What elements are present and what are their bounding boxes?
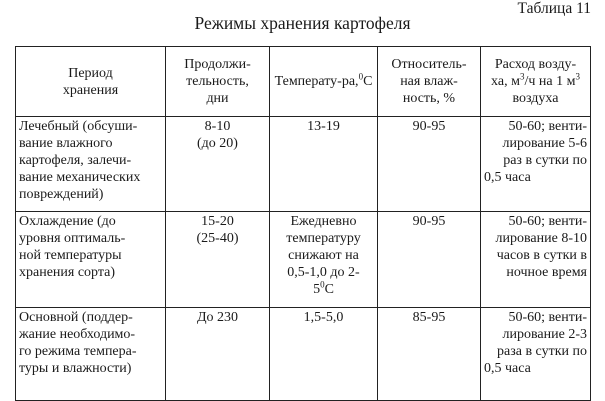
header-period: Период хранения (16, 47, 166, 117)
cell-period: Основной (поддер- жание необходимо- го режима темпера- туры и влажности) (16, 308, 166, 401)
table-title: Режимы хранения картофеля (194, 13, 411, 33)
storage-modes-table (15, 46, 591, 401)
cell-duration: До 230 (166, 308, 270, 401)
table-number-label: Таблица 11 (517, 0, 591, 17)
cell-humidity: 85-95 (378, 308, 481, 401)
table-row (16, 117, 591, 212)
cell-period: Лечебный (обсуши- вание влажного картофеля, залечи- вание механических повреждений) (16, 117, 166, 212)
header-humidity: Относитель- ная влаж- ность, % (378, 47, 481, 117)
cell-temperature: Ежедневно температуру снижают на 0,5-1,0 до 2- $5^0С$ (270, 212, 378, 308)
cell-temperature: 13-19 (270, 117, 378, 212)
cell-temperature: 1,5-5,0 (270, 308, 378, 401)
cell-humidity: 90-95 (378, 212, 481, 308)
cell-humidity: 90-95 (378, 117, 481, 212)
cell-period: Охлаждение (до уровня оптималь- ной температуры хранения сорта) (16, 212, 166, 308)
header-airflow: Расход возду- ха, $м^3/ч$ на 1 $м^3$ воздуха (481, 47, 591, 117)
cell-airflow: 50-60; венти- лирование 5-6 раз в сутки по 0,5 часа (481, 117, 591, 212)
table-row (16, 212, 591, 308)
header-duration: Продолжи- тельность, дни (166, 47, 270, 117)
cell-duration: 8-10 (до 20) (166, 117, 270, 212)
table-row (16, 308, 591, 401)
header-row (16, 47, 591, 117)
cell-airflow: 50-60; венти- лирование 8-10 часов в сутки в ночное время (481, 212, 591, 308)
header-temperature: Температу-ра,$^0$С (270, 47, 378, 117)
cell-duration: 15-20 (25-40) (166, 212, 270, 308)
cell-airflow: 50-60; венти- лирование 2-3 раза в сутки по 0,5 часа (481, 308, 591, 401)
